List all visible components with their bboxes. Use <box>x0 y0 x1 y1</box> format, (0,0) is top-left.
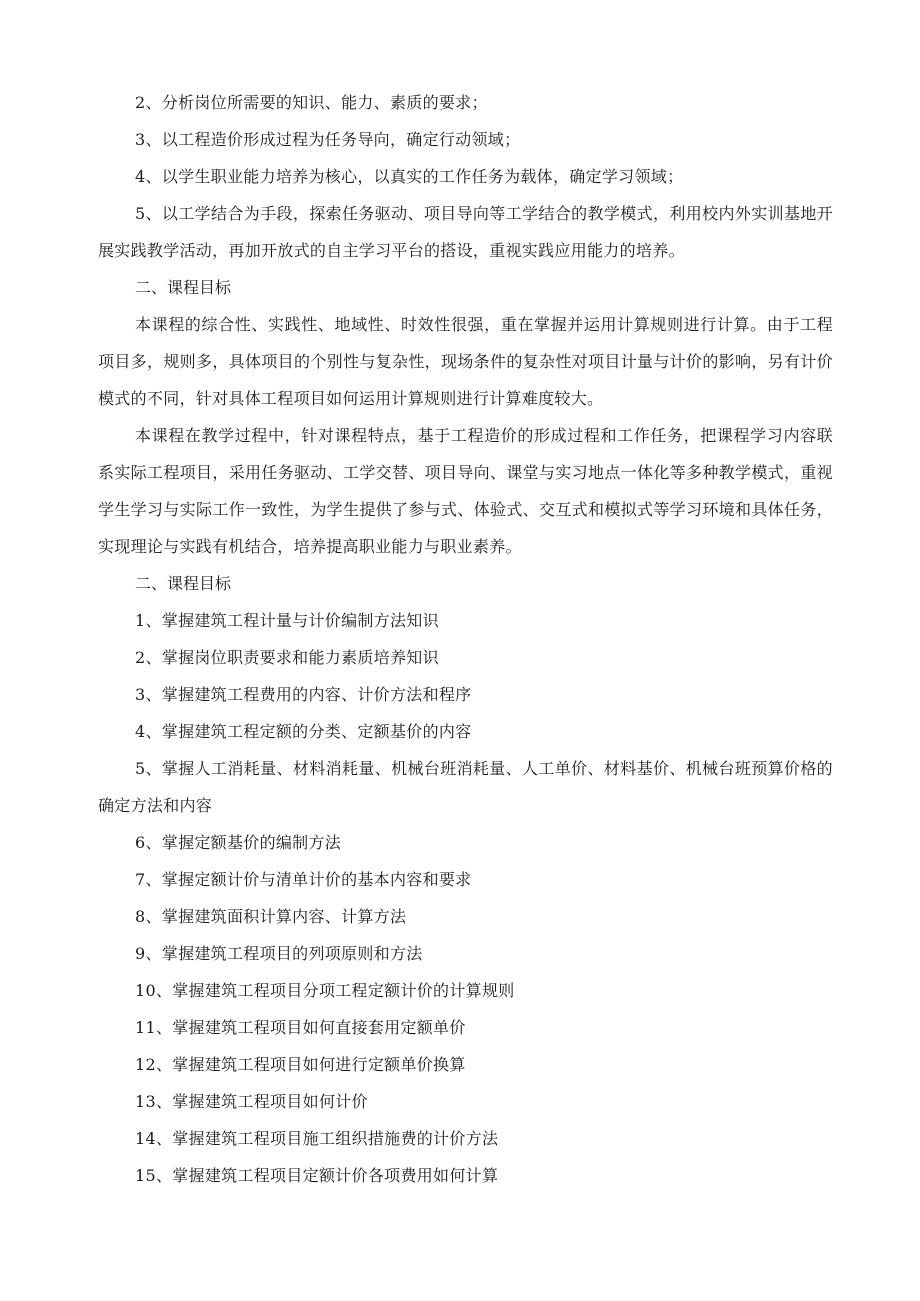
goal-item: 9、掌握建筑工程项目的列项原则和方法 <box>135 944 423 963</box>
goal-item: 4、掌握建筑工程定额的分类、定额基价的内容 <box>135 722 472 741</box>
goal-item: 11、掌握建筑工程项目如何直接套用定额单价 <box>135 1018 466 1037</box>
section-heading: 二、课程目标 <box>135 574 232 593</box>
goal-item: 1、掌握建筑工程计量与计价编制方法知识 <box>135 611 439 630</box>
goal-item: 2、掌握岗位职责要求和能力素质培养知识 <box>135 648 439 667</box>
goal-item: 3、掌握建筑工程费用的内容、计价方法和程序 <box>135 685 472 704</box>
goal-item: 10、掌握建筑工程项目分项工程定额计价的计算规则 <box>135 981 515 1000</box>
goal-item: 7、掌握定额计价与清单计价的基本内容和要求 <box>135 870 472 889</box>
paragraph: 本课程的综合性、实践性、地域性、时效性很强，重在掌握并运用计算规则进行计算。由于工程项目多，规则多，具体项目的个别性与复杂性，现场条件的复杂性对项目计量与计价的影响，另有计价模式的不同，针对具体工程项目如何运用计算规则进行计算难度较大。 <box>98 315 833 408</box>
list-item: 3、以工程造价形成过程为任务导向，确定行动领域； <box>135 130 521 149</box>
goal-item: 5、掌握人工消耗量、材料消耗量、机械台班消耗量、人工单价、材料基价、机械台班预算价格的确定方法和内容 <box>98 759 833 815</box>
paragraph: 本课程在教学过程中，针对课程特点，基于工程造价的形成过程和工作任务，把课程学习内容联系实际工程项目，采用任务驱动、工学交替、项目导向、课堂与实习地点一体化等多种教学模式，重视学生学习与实际工作一致性，为学生提供了参与式、体验式、交互式和模拟式等学习环境和具体任务，实现理论与实践有机结合，培养提高职业能力与职业素养。 <box>98 426 833 556</box>
list-item: 4、以学生职业能力培养为核心，以真实的工作任务为载体，确定学习领域； <box>135 167 684 186</box>
goal-item: 8、掌握建筑面积计算内容、计算方法 <box>135 907 407 926</box>
list-item: 2、分析岗位所需要的知识、能力、素质的要求； <box>135 93 488 112</box>
goal-item: 14、掌握建筑工程项目施工组织措施费的计价方法 <box>135 1129 499 1148</box>
goal-item: 6、掌握定额基价的编制方法 <box>135 833 342 852</box>
goal-item: 12、掌握建筑工程项目如何进行定额单价换算 <box>135 1055 466 1074</box>
section-heading: 二、课程目标 <box>135 278 232 297</box>
list-item: 5、以工学结合为手段，探索任务驱动、项目导向等工学结合的教学模式，利用校内外实训基地开展实践教学活动，再加开放式的自主学习平台的搭设，重视实践应用能力的培养。 <box>98 204 833 260</box>
goal-item: 15、掌握建筑工程项目定额计价各项费用如何计算 <box>135 1166 499 1185</box>
goal-item: 13、掌握建筑工程项目如何计价 <box>135 1092 368 1111</box>
document-page <box>98 84 833 1194</box>
